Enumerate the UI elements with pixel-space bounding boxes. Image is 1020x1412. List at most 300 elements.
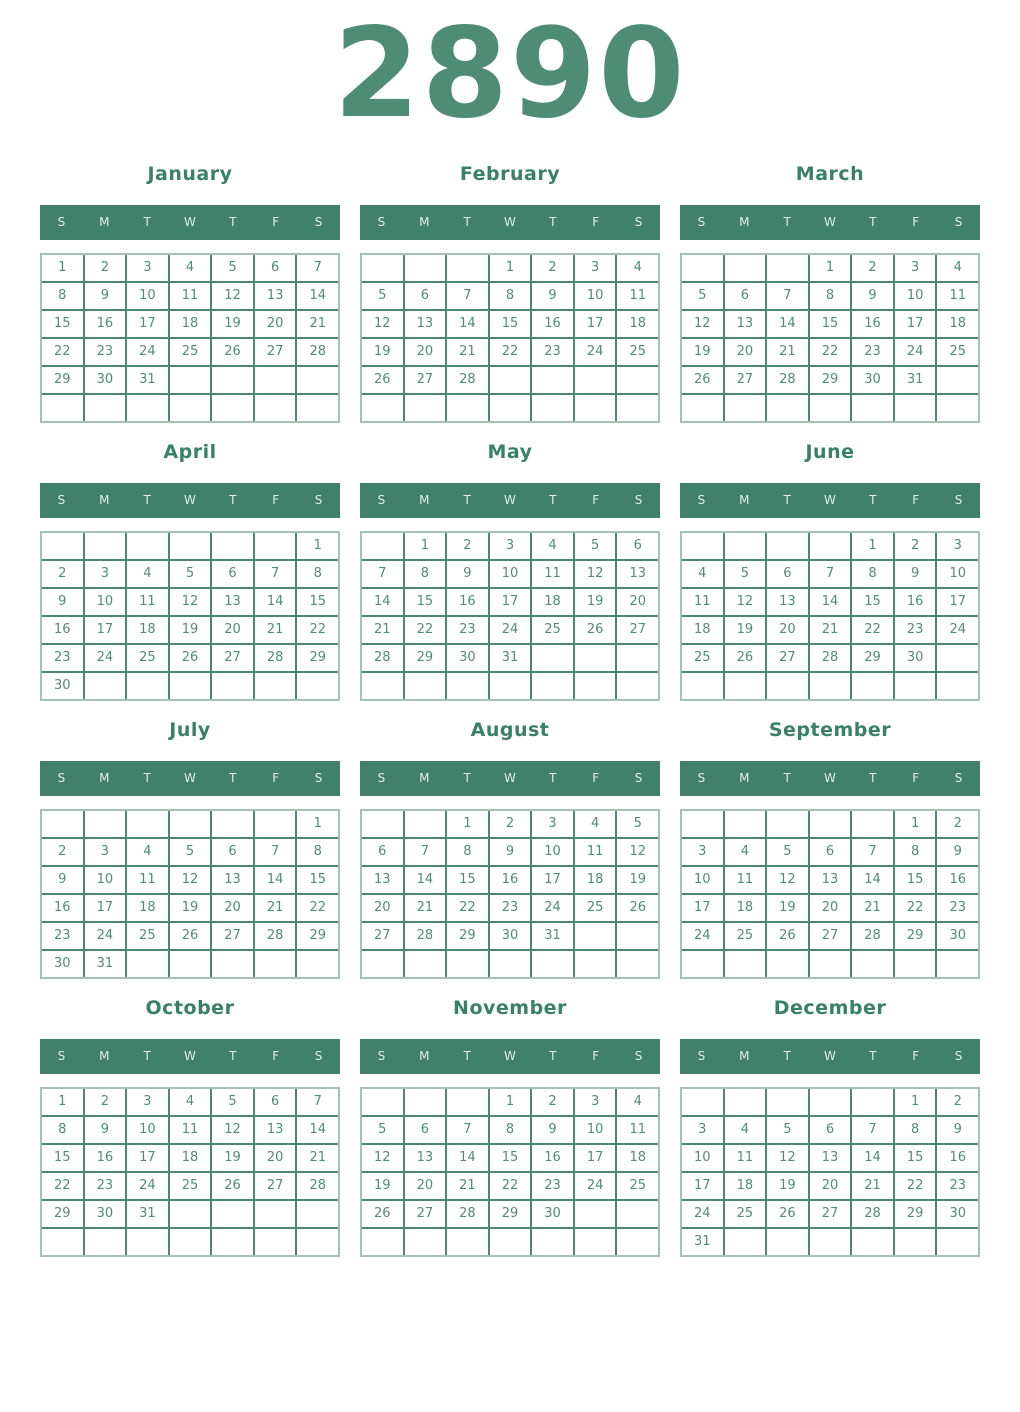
weekday-label: T [783,771,791,786]
date-cell: 10 [575,283,616,309]
date-cell: 27 [810,923,851,949]
date-cell: 30 [937,1201,978,1227]
date-cell: 20 [405,339,446,365]
weekday-label: F [592,215,600,230]
date-cell: 12 [725,589,766,615]
date-cell: 17 [490,589,531,615]
date-cell: 4 [532,533,573,559]
weekday-label: M [419,215,430,230]
weekday-label: S [697,493,706,508]
date-cell: 14 [810,589,851,615]
empty-date-cell [937,951,978,977]
date-cell: 19 [170,895,211,921]
empty-date-cell [810,1229,851,1255]
date-cell: 7 [297,1089,338,1115]
empty-date-cell [170,951,211,977]
empty-date-cell [937,673,978,699]
date-cell: 31 [895,367,936,393]
empty-date-cell [575,1229,616,1255]
date-cell: 23 [852,339,893,365]
date-cell: 30 [490,923,531,949]
date-cell: 6 [725,283,766,309]
date-cell: 21 [447,339,488,365]
empty-date-cell [212,533,253,559]
date-cell: 31 [490,645,531,671]
date-cell: 16 [937,1145,978,1171]
date-cell: 25 [937,339,978,365]
date-cell: 3 [937,533,978,559]
date-cell: 20 [212,895,253,921]
weekday-label: M [739,1049,750,1064]
date-cell: 4 [682,561,723,587]
date-cell: 12 [362,1145,403,1171]
date-cell: 22 [297,617,338,643]
month-title: December [773,996,887,1019]
date-cell: 14 [405,867,446,893]
date-cell: 22 [810,339,851,365]
date-cell: 14 [447,311,488,337]
empty-date-cell [532,367,573,393]
date-cell: 6 [405,1117,446,1143]
empty-date-cell [725,255,766,281]
date-cell: 25 [682,645,723,671]
date-cell: 15 [895,867,936,893]
date-cell: 18 [617,1145,658,1171]
weekday-label: S [57,215,66,230]
date-cell: 15 [490,311,531,337]
empty-date-cell [42,395,83,421]
date-cell: 7 [447,1117,488,1143]
date-cell: 29 [297,923,338,949]
empty-date-cell [617,923,658,949]
date-cell: 23 [937,1173,978,1199]
empty-date-cell [127,951,168,977]
empty-date-cell [255,673,296,699]
date-cell: 1 [895,811,936,837]
date-cell: 8 [895,839,936,865]
date-cell: 31 [85,951,126,977]
weekday-label: F [592,771,600,786]
empty-date-cell [42,811,83,837]
weekday-header [680,1039,980,1074]
date-cell: 22 [895,895,936,921]
empty-date-cell [170,1229,211,1255]
date-cell: 7 [852,1117,893,1143]
empty-date-cell [852,673,893,699]
empty-date-cell [255,951,296,977]
date-cell: 17 [85,617,126,643]
date-cell: 15 [810,311,851,337]
date-cell: 23 [42,645,83,671]
weekday-label: S [954,493,963,508]
date-cell: 5 [212,255,253,281]
date-cell: 21 [405,895,446,921]
date-cell: 27 [212,645,253,671]
month-block-august [360,718,660,979]
date-cell: 4 [725,839,766,865]
date-cell: 3 [127,255,168,281]
empty-date-cell [617,645,658,671]
empty-date-cell [895,951,936,977]
weekday-label: W [184,771,196,786]
date-grid [680,809,980,979]
date-cell: 17 [937,589,978,615]
date-cell: 13 [212,867,253,893]
empty-date-cell [490,673,531,699]
month-block-april [40,440,340,701]
date-cell: 29 [490,1201,531,1227]
date-cell: 29 [810,367,851,393]
date-cell: 24 [85,645,126,671]
date-cell: 21 [447,1173,488,1199]
empty-date-cell [810,811,851,837]
date-cell: 18 [575,867,616,893]
empty-date-cell [85,673,126,699]
weekday-label: S [57,771,66,786]
weekday-label: S [697,215,706,230]
date-cell: 23 [490,895,531,921]
date-cell: 27 [362,923,403,949]
weekday-label: S [697,771,706,786]
date-cell: 5 [575,533,616,559]
date-cell: 17 [85,895,126,921]
date-grid [40,531,340,701]
date-cell: 17 [127,311,168,337]
date-cell: 7 [362,561,403,587]
date-cell: 26 [170,645,211,671]
weekday-label: S [634,215,643,230]
date-cell: 28 [362,645,403,671]
empty-date-cell [490,1229,531,1255]
date-cell: 18 [170,311,211,337]
weekday-label: T [783,493,791,508]
weekday-label: F [272,1049,280,1064]
date-grid [680,531,980,701]
date-cell: 26 [767,1201,808,1227]
date-cell: 4 [725,1117,766,1143]
date-cell: 19 [725,617,766,643]
date-cell: 26 [170,923,211,949]
date-cell: 15 [895,1145,936,1171]
date-cell: 20 [405,1173,446,1199]
date-cell: 20 [810,895,851,921]
date-cell: 15 [405,589,446,615]
date-cell: 28 [810,645,851,671]
weekday-label: T [229,215,237,230]
empty-date-cell [937,367,978,393]
date-cell: 19 [767,895,808,921]
weekday-label: M [419,771,430,786]
date-cell: 12 [362,311,403,337]
weekday-label: M [99,493,110,508]
date-cell: 5 [682,283,723,309]
date-cell: 13 [767,589,808,615]
date-cell: 11 [617,1117,658,1143]
weekday-label: F [272,493,280,508]
weekday-label: T [229,771,237,786]
date-cell: 20 [362,895,403,921]
empty-date-cell [617,395,658,421]
date-cell: 7 [255,561,296,587]
date-cell: 12 [617,839,658,865]
date-cell: 16 [447,589,488,615]
date-cell: 25 [127,923,168,949]
empty-date-cell [297,951,338,977]
date-cell: 24 [895,339,936,365]
weekday-label: M [99,1049,110,1064]
date-cell: 6 [810,839,851,865]
weekday-label: M [739,771,750,786]
empty-date-cell [212,673,253,699]
empty-date-cell [767,395,808,421]
empty-date-cell [937,395,978,421]
date-cell: 3 [682,839,723,865]
weekday-label: W [824,1049,836,1064]
weekday-header [680,483,980,518]
empty-date-cell [85,811,126,837]
date-cell: 31 [127,367,168,393]
empty-date-cell [297,673,338,699]
date-cell: 10 [575,1117,616,1143]
weekday-label: S [314,1049,323,1064]
empty-date-cell [297,1229,338,1255]
weekday-header [360,205,660,240]
weekday-label: F [272,215,280,230]
date-cell: 24 [937,617,978,643]
date-cell: 21 [255,617,296,643]
empty-date-cell [127,811,168,837]
date-cell: 8 [42,1117,83,1143]
date-cell: 7 [255,839,296,865]
date-cell: 23 [85,339,126,365]
date-cell: 6 [255,255,296,281]
month-title: November [453,996,567,1019]
date-cell: 27 [212,923,253,949]
date-cell: 24 [682,923,723,949]
date-cell: 21 [297,1145,338,1171]
date-cell: 5 [617,811,658,837]
empty-date-cell [767,811,808,837]
weekday-label: W [184,493,196,508]
date-cell: 15 [297,589,338,615]
date-cell: 13 [255,1117,296,1143]
date-cell: 1 [447,811,488,837]
empty-date-cell [852,811,893,837]
weekday-label: F [592,493,600,508]
date-cell: 3 [575,1089,616,1115]
date-cell: 9 [85,283,126,309]
date-cell: 12 [170,589,211,615]
date-cell: 2 [532,1089,573,1115]
date-cell: 27 [810,1201,851,1227]
empty-date-cell [170,395,211,421]
date-cell: 6 [767,561,808,587]
year-title: 2890 [333,2,687,146]
date-cell: 6 [810,1117,851,1143]
weekday-label: T [463,215,471,230]
date-cell: 19 [362,339,403,365]
month-title: June [805,440,855,463]
date-cell: 18 [617,311,658,337]
date-cell: 10 [490,561,531,587]
date-cell: 7 [852,839,893,865]
date-cell: 15 [297,867,338,893]
date-grid [360,531,660,701]
date-cell: 17 [532,867,573,893]
date-cell: 13 [405,1145,446,1171]
month-block-october [40,996,340,1257]
empty-date-cell [575,923,616,949]
date-cell: 12 [212,1117,253,1143]
date-cell: 30 [42,673,83,699]
empty-date-cell [490,395,531,421]
date-cell: 25 [617,339,658,365]
date-cell: 21 [852,1173,893,1199]
empty-date-cell [362,1229,403,1255]
date-grid [360,253,660,423]
empty-date-cell [895,1229,936,1255]
date-cell: 20 [767,617,808,643]
date-cell: 2 [490,811,531,837]
weekday-label: S [697,1049,706,1064]
date-cell: 15 [490,1145,531,1171]
date-cell: 3 [85,839,126,865]
date-cell: 2 [42,561,83,587]
empty-date-cell [725,673,766,699]
empty-date-cell [852,951,893,977]
date-cell: 13 [212,589,253,615]
date-cell: 16 [85,311,126,337]
empty-date-cell [810,395,851,421]
empty-date-cell [490,951,531,977]
empty-date-cell [127,395,168,421]
date-cell: 22 [490,339,531,365]
empty-date-cell [405,951,446,977]
date-cell: 4 [170,1089,211,1115]
date-grid [680,253,980,423]
month-title: April [163,440,217,463]
empty-date-cell [362,673,403,699]
date-cell: 19 [767,1173,808,1199]
empty-date-cell [575,951,616,977]
date-cell: 9 [532,283,573,309]
empty-date-cell [810,533,851,559]
empty-date-cell [532,645,573,671]
date-cell: 24 [127,1173,168,1199]
date-cell: 17 [575,311,616,337]
weekday-label: W [504,771,516,786]
weekday-label: W [504,493,516,508]
date-cell: 22 [42,339,83,365]
date-cell: 25 [725,1201,766,1227]
weekday-label: T [549,215,557,230]
weekday-label: T [869,771,877,786]
empty-date-cell [362,255,403,281]
empty-date-cell [212,951,253,977]
empty-date-cell [255,395,296,421]
empty-date-cell [405,1229,446,1255]
date-cell: 12 [767,867,808,893]
empty-date-cell [895,673,936,699]
empty-date-cell [682,951,723,977]
date-cell: 2 [85,1089,126,1115]
weekday-label: S [634,493,643,508]
empty-date-cell [447,1229,488,1255]
empty-date-cell [362,1089,403,1115]
weekday-label: T [549,1049,557,1064]
month-title: July [169,718,211,741]
date-cell: 29 [895,923,936,949]
date-cell: 21 [810,617,851,643]
empty-date-cell [810,951,851,977]
weekday-label: M [419,493,430,508]
date-cell: 8 [297,839,338,865]
weekday-label: T [869,493,877,508]
weekday-label: W [824,771,836,786]
date-cell: 14 [447,1145,488,1171]
weekday-header [360,761,660,796]
date-cell: 27 [405,367,446,393]
date-cell: 10 [937,561,978,587]
empty-date-cell [405,811,446,837]
date-cell: 31 [532,923,573,949]
empty-date-cell [447,951,488,977]
empty-date-cell [767,255,808,281]
month-block-september [680,718,980,979]
date-cell: 23 [42,923,83,949]
date-cell: 10 [127,283,168,309]
date-cell: 12 [212,283,253,309]
date-cell: 21 [297,311,338,337]
weekday-label: W [184,1049,196,1064]
empty-date-cell [575,367,616,393]
weekday-label: S [314,771,323,786]
empty-date-cell [682,673,723,699]
date-cell: 5 [170,561,211,587]
weekday-label: T [143,215,151,230]
empty-date-cell [532,673,573,699]
month-block-may [360,440,660,701]
empty-date-cell [170,533,211,559]
weekday-label: W [504,215,516,230]
date-cell: 16 [42,895,83,921]
date-grid [40,1087,340,1257]
empty-date-cell [532,1229,573,1255]
date-cell: 17 [895,311,936,337]
date-cell: 23 [895,617,936,643]
date-cell: 14 [767,311,808,337]
weekday-label: S [377,493,386,508]
empty-date-cell [937,1229,978,1255]
date-cell: 16 [937,867,978,893]
empty-date-cell [725,811,766,837]
date-cell: 20 [212,617,253,643]
date-cell: 5 [212,1089,253,1115]
date-cell: 19 [362,1173,403,1199]
empty-date-cell [170,673,211,699]
weekday-label: S [57,493,66,508]
date-cell: 22 [42,1173,83,1199]
date-cell: 23 [447,617,488,643]
date-cell: 25 [532,617,573,643]
empty-date-cell [255,533,296,559]
empty-date-cell [42,533,83,559]
date-cell: 30 [895,645,936,671]
empty-date-cell [447,255,488,281]
date-cell: 16 [532,311,573,337]
empty-date-cell [810,673,851,699]
date-cell: 6 [617,533,658,559]
